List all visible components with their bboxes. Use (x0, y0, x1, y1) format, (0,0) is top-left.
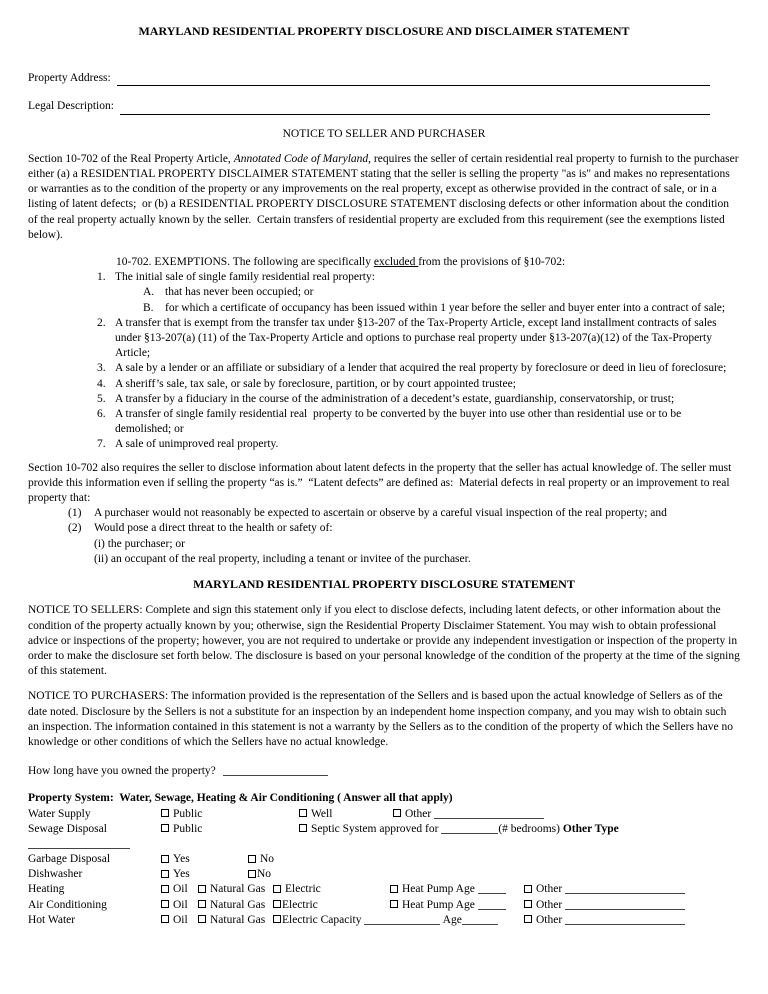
exemption-item-2: 2. A transfer that is exempt from the transfer tax under §13-207 of the Tax-Property Article, except land installment contracts of sales under §13-207(a) (11) of the Tax-Property Article and options to purchase real property under §13-207(a)(12) of the Tax-Property Article; (97, 316, 720, 360)
ac-heatpump-age-blank[interactable] (478, 899, 506, 910)
exemption-item-1a: A. that has never been occupied; or (143, 286, 314, 299)
water-well-checkbox[interactable] (299, 809, 307, 817)
notice-to-purchasers-paragraph: NOTICE TO PURCHASERS: The information provided is the representation of the Sellers and is based upon the actual knowledge of Sellers as of the date noted. Disclosure by the Sellers is not a substitute for an inspection by an independent home inspection company, and you may wish to obtain such an inspection. The information contained in this statement is not a warranty by the Sellers as to the condition of the property of which the Sellers have no knowledge or other conditions of which the Sellers have no actual knowledge. (28, 690, 736, 748)
air-conditioning-row: Air Conditioning Oil Natural Gas Electric Heat Pump Age Other (28, 898, 740, 913)
how-long-owned-label: How long have you owned the property? (28, 765, 216, 778)
heating-oil-checkbox[interactable] (161, 885, 169, 893)
dishwasher-row: Dishwasher Yes No (28, 867, 740, 882)
dishwasher-yes-checkbox[interactable] (161, 870, 169, 878)
exemption-item-4: 4. A sheriff’s sale, tax sale, or sale by foreclosure, partition, or by court appointed trustee; (97, 377, 516, 390)
how-long-owned-blank[interactable] (223, 765, 328, 776)
garbage-yes-checkbox[interactable] (161, 855, 169, 863)
exemption-item-7: 7. A sale of unimproved real property. (97, 438, 279, 451)
air-conditioning-label: Air Conditioning (28, 898, 107, 911)
ac-oil-checkbox[interactable] (161, 900, 169, 908)
heating-other-blank[interactable] (565, 883, 685, 894)
hot-water-label: Hot Water (28, 913, 76, 926)
disclosure-statement-heading: MARYLAND RESIDENTIAL PROPERTY DISCLOSURE STATEMENT (193, 577, 575, 592)
latent-item-2ii: (ii) an occupant of the real property, including a tenant or invitee of the purchaser. (94, 552, 471, 565)
sewage-disposal-row: Sewage Disposal Public Septic System approved for (# bedrooms) Other Type (28, 822, 740, 837)
legal-description-label: Legal Description: (28, 100, 114, 113)
other-type-label: Other Type (562, 822, 619, 835)
heating-heatpump-checkbox[interactable] (390, 885, 398, 893)
excluded-underlined: excluded (373, 256, 419, 269)
exemption-item-6: 6. A transfer of single family residential real property to be converted by the buyer into use other than residential use or to be demolished; or (97, 408, 685, 436)
ac-gas-checkbox[interactable] (198, 900, 206, 908)
exemption-item-5: 5. A transfer by a fiduciary in the course of the administration of a decedent’s estate, guardianship, conservatorship, or trust; (97, 392, 675, 405)
heating-other-checkbox[interactable] (524, 885, 532, 893)
exemption-item-1: 1. The initial sale of single family residential real property: (97, 271, 375, 284)
annotated-code-italic: Annotated Code of Maryland (233, 152, 369, 165)
heating-gas-checkbox[interactable] (198, 885, 206, 893)
hotwater-other-checkbox[interactable] (524, 915, 532, 923)
water-supply-label: Water Supply (28, 807, 91, 820)
sewage-disposal-label: Sewage Disposal (28, 822, 107, 835)
hotwater-age-blank[interactable] (462, 914, 498, 925)
dishwasher-label: Dishwasher (28, 868, 83, 881)
exemption-item-3: 3. A sale by a lender or an affiliate or subsidiary of a lender that acquired the real property by foreclosure or deed in lieu of foreclosure; (97, 362, 727, 375)
hotwater-other-blank[interactable] (565, 914, 685, 925)
exemption-item-1b: B. for which a certificate of occupancy has been issued within 1 year before the seller and buyer enter into a contract of sale; (143, 301, 726, 314)
latent-item-1: (1) A purchaser would not reasonably be expected to ascertain or observe by a careful visual inspection of the real property; and (68, 507, 667, 520)
notice-to-sellers-paragraph: NOTICE TO SELLERS: Complete and sign this statement only if you elect to disclose defects, including latent defects, or other information about the condition of the property actually known by you; otherwise, sign the Residential Property Disclaimer Statement. You may wish to obtain professional advice or inspections of the property; however, you are not required to undertake or provide any independent investigation or inspection of the property in order to make the disclosure set forth below. The disclosure is based on your personal knowledge of the condition of the property at the time of the signing of this statement. (28, 604, 743, 678)
septic-bedrooms-blank[interactable] (441, 823, 498, 834)
legal-description-blank[interactable] (120, 102, 710, 115)
property-system-header: Property System: Water, Sewage, Heating & Air Conditioning ( Answer all that apply) (28, 792, 453, 805)
latent-item-2: (2) Would pose a direct threat to the health or safety of: (68, 522, 333, 535)
ac-electric-checkbox[interactable] (273, 900, 281, 908)
notice-seller-purchaser-heading: NOTICE TO SELLER AND PURCHASER (282, 127, 486, 140)
other-type-blank[interactable] (28, 838, 130, 849)
property-address-label: Property Address: (28, 72, 111, 85)
property-address-row (28, 71, 740, 86)
heating-label: Heating (28, 883, 65, 896)
hotwater-oil-checkbox[interactable] (161, 915, 169, 923)
hot-water-row: Hot Water Oil Natural Gas Electric Capacity Age Other (28, 913, 740, 928)
water-supply-row: Water Supply Public Well Other (28, 807, 740, 822)
water-public-checkbox[interactable] (161, 809, 169, 817)
garbage-no-checkbox[interactable] (248, 855, 256, 863)
dishwasher-no-checkbox[interactable] (248, 870, 256, 878)
heating-electric-checkbox[interactable] (273, 885, 281, 893)
legal-description-row (28, 99, 740, 114)
other-type-blank-row (28, 837, 740, 852)
garbage-disposal-label: Garbage Disposal (28, 853, 111, 866)
heating-row: Heating Oil Natural Gas Electric Heat Pump Age Other (28, 882, 740, 897)
how-long-owned-row (28, 764, 740, 779)
water-other-checkbox[interactable] (393, 809, 401, 817)
exemptions-intro: 10-702. EXEMPTIONS. The following are specifically excluded from the provisions of §10-702: (116, 256, 566, 269)
sewage-public-checkbox[interactable] (161, 824, 169, 832)
latent-defects-paragraph: Section 10-702 also requires the seller to disclose information about latent defects in the property that the seller has actual knowledge of. The seller must provide this information even if selling the property “as is.” “Latent defects” are defined as: Material defects in real property or an improvement to real property that: (28, 461, 735, 505)
document-title: MARYLAND RESIDENTIAL PROPERTY DISCLOSURE AND DISCLAIMER STATEMENT (138, 24, 630, 38)
water-other-blank[interactable] (434, 808, 544, 819)
latent-item-2i: (i) the purchaser; or (94, 537, 186, 550)
property-address-blank[interactable] (117, 73, 710, 86)
ac-other-checkbox[interactable] (524, 900, 532, 908)
sewage-septic-checkbox[interactable] (299, 824, 307, 832)
hotwater-capacity-blank[interactable] (364, 914, 440, 925)
garbage-disposal-row: Garbage Disposal Yes No (28, 852, 740, 867)
hotwater-electric-checkbox[interactable] (273, 915, 281, 923)
heating-heatpump-age-blank[interactable] (478, 883, 506, 894)
ac-heatpump-checkbox[interactable] (390, 900, 398, 908)
section-10-702-paragraph: Section 10-702 of the Real Property Article, Annotated Code of Maryland, requires the seller of certain residential real property to furnish to the purchaser either (a) a RESIDENTIAL PROPERTY DISCLAIMER STATEMENT stating that the seller is selling the property "as is" and makes no representations or warranties as to the condition of the property or any improvements on the real property, except as otherwise provided in the contract of sale, or in a listing of latent defects; or (b) a RESIDENTIAL PROPERTY DISCLOSURE STATEMENT disclosing defects or other information about the condition of the real property actually known by the seller. Certain transfers of residential property are excluded from this requirement (see the exemptions listed below). (28, 152, 742, 241)
ac-other-blank[interactable] (565, 899, 685, 910)
hotwater-gas-checkbox[interactable] (198, 915, 206, 923)
